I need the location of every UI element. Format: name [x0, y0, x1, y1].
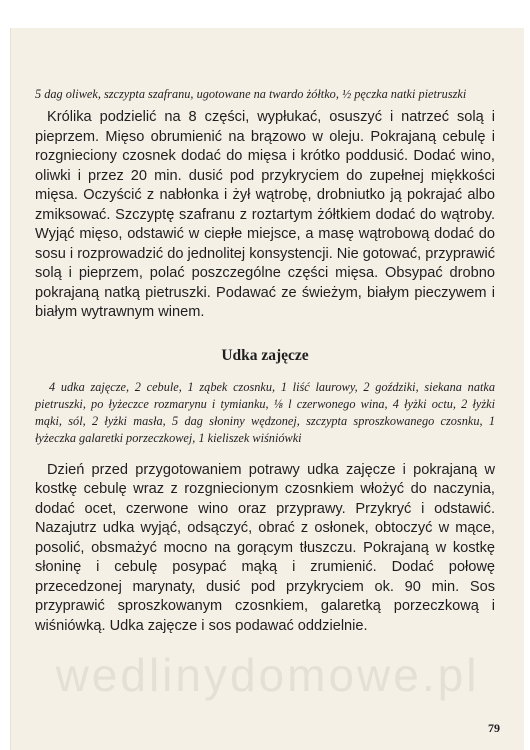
recipe2-ingredients: 4 udka zajęcze, 2 cebule, 1 ząbek czosnku, 1 liść laurowy, 2 goździki, siekana natka pietruszki, po łyżeczce rozmarynu i tymianku, ⅛ l czerwonego wina, 4 łyżki octu, 2 łyżki mąki, sól, 2 łyżki masła, 5 dag słoniny wędzonej, szczypta sproszkowanego czosnku, 1 łyżeczka galaretki porzeczkowej, 1 kieliszek wiśniówki [35, 379, 495, 445]
page-number: 79 [488, 721, 500, 735]
recipe1-method: Królika podzielić na 8 części, wypłukać, osuszyć i natrzeć solą i pieprzem. Mięso obrumienić na brązowo w oleju. Pokrajaną cebulę i rozgnieciony czosnek dodać do mięsa i krótko poddusić. Dodać wino, oliwki i przez 20 min. dusić pod przykryciem do zupełnej miękkości mięsa. Oczyścić z nabłonka i żył wątrobę, drobniutko ją pokrajać albo zmiksować. Szczyptę szafranu z roztartym żółtkiem dodać do wątroby. Wyjąć mięso, odstawić w ciepłe miejsce, a masę wątrobową dodać do sosu i rozprowadzić do jednolitej konsystencji. Nie gotować, przyprawić solą i pieprzem, polać poszczególne części mięsa. Obsypać drobno pokrajaną natką pietruszki. Podawać ze świeżym, białym pieczywem i białym wytrawnym winem. [35, 109, 495, 320]
recipe2-method: Dzień przed przygotowaniem potrawy udka zajęcze i pokrajaną w kostkę cebulę wraz z rozgniecionym czosnkiem włożyć do naczynia, dodać ocet, czerwone wino oraz przyprawy. Przykryć i odstawić. Nazajutrz udka wyjąć, odsączyć, obrać z osłonek, obtoczyć w mące, posolić, obsmażyć mocno na gorącym tłuszczu. Pokrajaną w kostkę słoninę i cebulę posypać mąką i zrumienić. Dodać połowę przecedzonej marynaty, dusić pod przykryciem ok. 90 min. Sos przyprawić sproszkowanym czosnkiem, galaretką porzeczkową i wiśniówką. Udka zajęcze i sos podawać oddzielnie. [35, 461, 495, 634]
page-content [35, 86, 495, 636]
watermark: wedlinydomowe.pl [55, 649, 480, 701]
book-page [10, 28, 524, 750]
recipe1-ingredients: 5 dag oliwek, szczypta szafranu, ugotowane na twardo żółtko, ½ pęczka natki pietruszki [35, 87, 467, 101]
recipe2-title: Udka zajęcze [221, 346, 309, 364]
